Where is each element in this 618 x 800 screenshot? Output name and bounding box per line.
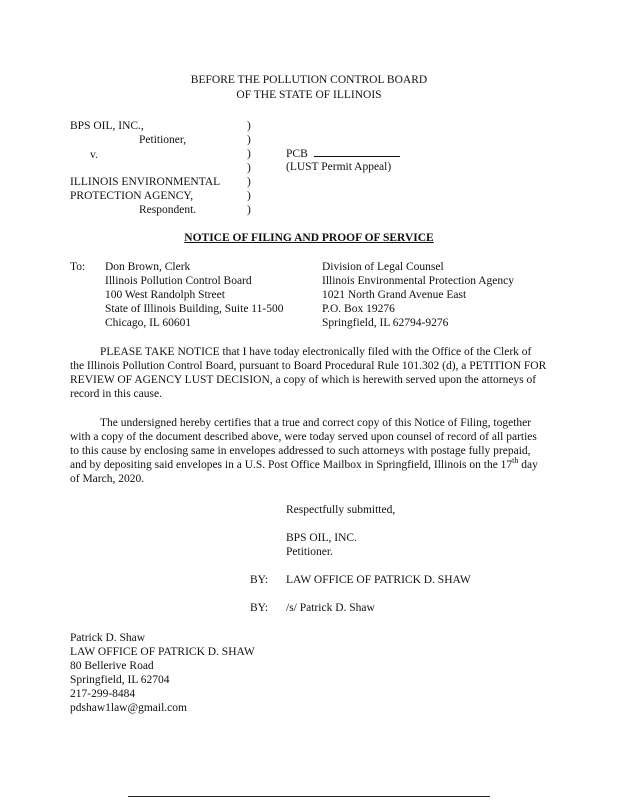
closing: Respectfully submitted,: [286, 504, 396, 516]
electronic-signature: /s/ Patrick D. Shaw: [286, 602, 375, 614]
caption-paren: ): [247, 148, 251, 160]
court-title-line2: OF THE STATE OF ILLINOIS: [236, 89, 382, 101]
phone-number: 217-299-8484: [70, 688, 136, 700]
respondent-role: Respondent.: [139, 204, 197, 216]
address-line: 1021 North Grand Avenue East: [322, 289, 467, 301]
law-office-signatory: LAW OFFICE OF PATRICK D. SHAW: [286, 574, 471, 586]
petitioner-role: Petitioner,: [139, 134, 187, 146]
city-state-zip: Springfield, IL 62704: [70, 674, 170, 686]
address-line: Illinois Environmental Protection Agency: [322, 275, 514, 287]
caption-paren: ): [247, 120, 251, 132]
respondent-name-line2: PROTECTION AGENCY,: [70, 190, 194, 202]
address-line: State of Illinois Building, Suite 11-500: [105, 303, 284, 315]
certificate-body: The undersigned hereby certifies that a true and correct copy of this Notice of Filing, together with a copy of the document described above, were today served upon counsel of record of all parties to this cause by enclosing same in envelopes addressed to such attorneys with postage fully prepaid, and by depositing said envelopes in a U.S. Post Office Mailbox in Springfield, Illinois on the 17: [70, 417, 537, 471]
caption-paren: ): [247, 204, 251, 216]
respondent-name-line1: ILLINOIS ENVIRONMENTAL: [70, 176, 221, 188]
versus: v.: [90, 149, 98, 161]
address-line: Division of Legal Counsel: [322, 261, 444, 273]
address-line: Don Brown, Clerk: [105, 261, 191, 273]
document-title: NOTICE OF FILING AND PROOF OF SERVICE: [184, 232, 434, 244]
certificate-paragraph: [70, 416, 548, 486]
email-address: pdshaw1law@gmail.com: [70, 702, 187, 714]
caption-paren: ): [247, 162, 251, 174]
pcb-label: PCB: [286, 148, 308, 160]
certificate-text: [70, 416, 548, 486]
footer-rule: [128, 796, 490, 797]
pcb-case-number: [286, 146, 400, 161]
notice-text: PLEASE TAKE NOTICE that I have today electronically filed with the Office of the Clerk of the Illinois Pollution Control Board, pursuant to Board Procedural Rule 101.302 (d), a PETITION FOR REVIEW OF AGENCY LUST DECISION, a copy of which is herewith served upon the attorneys of record in this cause.: [70, 346, 547, 400]
law-office-name: LAW OFFICE OF PATRICK D. SHAW: [70, 646, 255, 658]
address-line: P.O. Box 19276: [322, 303, 395, 315]
address-line: Illinois Pollution Control Board: [105, 275, 252, 287]
address-line: Springfield, IL 62794-9276: [322, 317, 449, 329]
address-line: Chicago, IL 60601: [105, 317, 192, 329]
by-label: BY:: [250, 602, 269, 614]
case-type: (LUST Permit Appeal): [286, 161, 392, 173]
caption-paren: ): [247, 190, 251, 202]
caption-paren: ): [247, 176, 251, 188]
notice-paragraph: [70, 345, 548, 401]
petitioner-name: BPS OIL, INC.,: [70, 120, 144, 132]
attorney-name: Patrick D. Shaw: [70, 632, 146, 644]
street-address: 80 Bellerive Road: [70, 660, 154, 672]
client-role: Petitioner.: [286, 546, 333, 558]
case-number-blank: [314, 146, 400, 157]
to-label: To:: [70, 261, 86, 273]
address-line: 100 West Randolph Street: [105, 289, 225, 301]
court-title-line1: BEFORE THE POLLUTION CONTROL BOARD: [190, 74, 428, 86]
client-name: BPS OIL, INC.: [286, 532, 357, 544]
by-label: BY:: [250, 574, 269, 586]
caption-paren: ): [247, 134, 251, 146]
certificate-date: day of March, 2020.: [70, 459, 538, 485]
day-suffix: th: [512, 456, 519, 466]
